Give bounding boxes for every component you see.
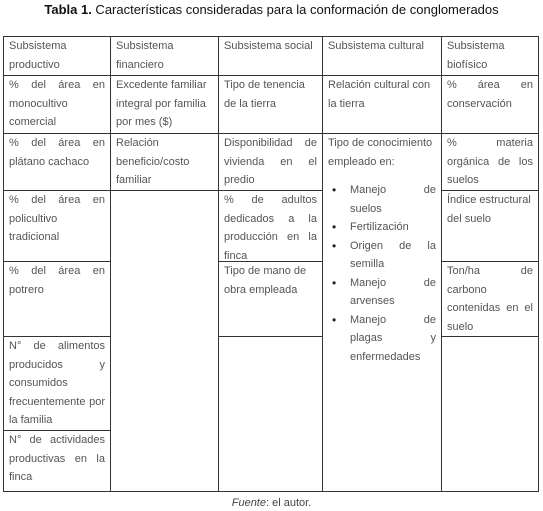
social-cell: Tipo de tenencia de la tierra xyxy=(218,75,323,134)
biofisico-cell: % área en conservación xyxy=(441,75,539,134)
productivo-cell: N° de alimentos producidos y consumidos frecuentemente por la familia xyxy=(3,336,111,431)
financiero-cell: Excedente familiar integral por familia por mes ($) xyxy=(110,75,219,134)
productivo-cell: % del área en plátano cachaco xyxy=(3,133,111,191)
biofisico-cell: Índice estructural del suelo xyxy=(441,190,539,262)
list-item: • Manejo de plagas y enfermedades xyxy=(350,311,436,367)
source-label: Fuente xyxy=(231,497,266,509)
financiero-empty-cell xyxy=(110,190,219,492)
header-cultural: Subsistema cultural xyxy=(322,36,442,76)
header-productivo: Subsistema productivo xyxy=(3,36,111,76)
biofisico-cell: % materia orgánica de los suelos xyxy=(441,133,539,191)
biofisico-cell: Ton/ha de carbono contenidas en el suelo xyxy=(441,261,539,337)
productivo-cell: % del área en monocultivo comercial xyxy=(3,75,111,134)
caption-number: Tabla 1. xyxy=(44,2,92,17)
list-item: • Manejo de arvenses xyxy=(350,274,436,311)
knowledge-list xyxy=(328,181,436,366)
financiero-cell: Relación beneficio/costo familiar xyxy=(110,133,219,191)
list-item: • Fertilización xyxy=(350,218,436,237)
header-biofisico: Subsistema biofísico xyxy=(441,36,539,76)
biofisico-empty-cell xyxy=(441,336,539,492)
productivo-cell: % del área en policultivo tradicional xyxy=(3,190,111,262)
list-item: • Origen de la semilla xyxy=(350,237,436,274)
cultural-cell: Relación cultural con la tierra xyxy=(322,75,442,134)
productivo-cell: % del área en potrero xyxy=(3,261,111,337)
social-empty-cell xyxy=(218,336,323,492)
productivo-cell: N° de actividades productivas en la finca xyxy=(3,430,111,492)
table-caption xyxy=(0,2,543,17)
social-cell: % de adultos dedicados a la producción en la finca xyxy=(218,190,323,262)
caption-text: Características consideradas para la conformación de conglomerados xyxy=(91,2,499,17)
social-cell: Disponibilidad de vivienda en el predio xyxy=(218,133,323,191)
list-item: • Manejo de suelos xyxy=(350,181,436,218)
social-cell: Tipo de mano de obra empleada xyxy=(218,261,323,337)
source-text: : el autor. xyxy=(265,497,312,509)
cultural-knowledge-cell xyxy=(322,133,442,492)
header-social: Subsistema social xyxy=(218,36,323,76)
cultural-knowledge-label: Tipo de conocimiento empleado en: xyxy=(328,137,433,168)
table-source xyxy=(0,497,543,509)
header-financiero: Subsistema financiero xyxy=(110,36,219,76)
